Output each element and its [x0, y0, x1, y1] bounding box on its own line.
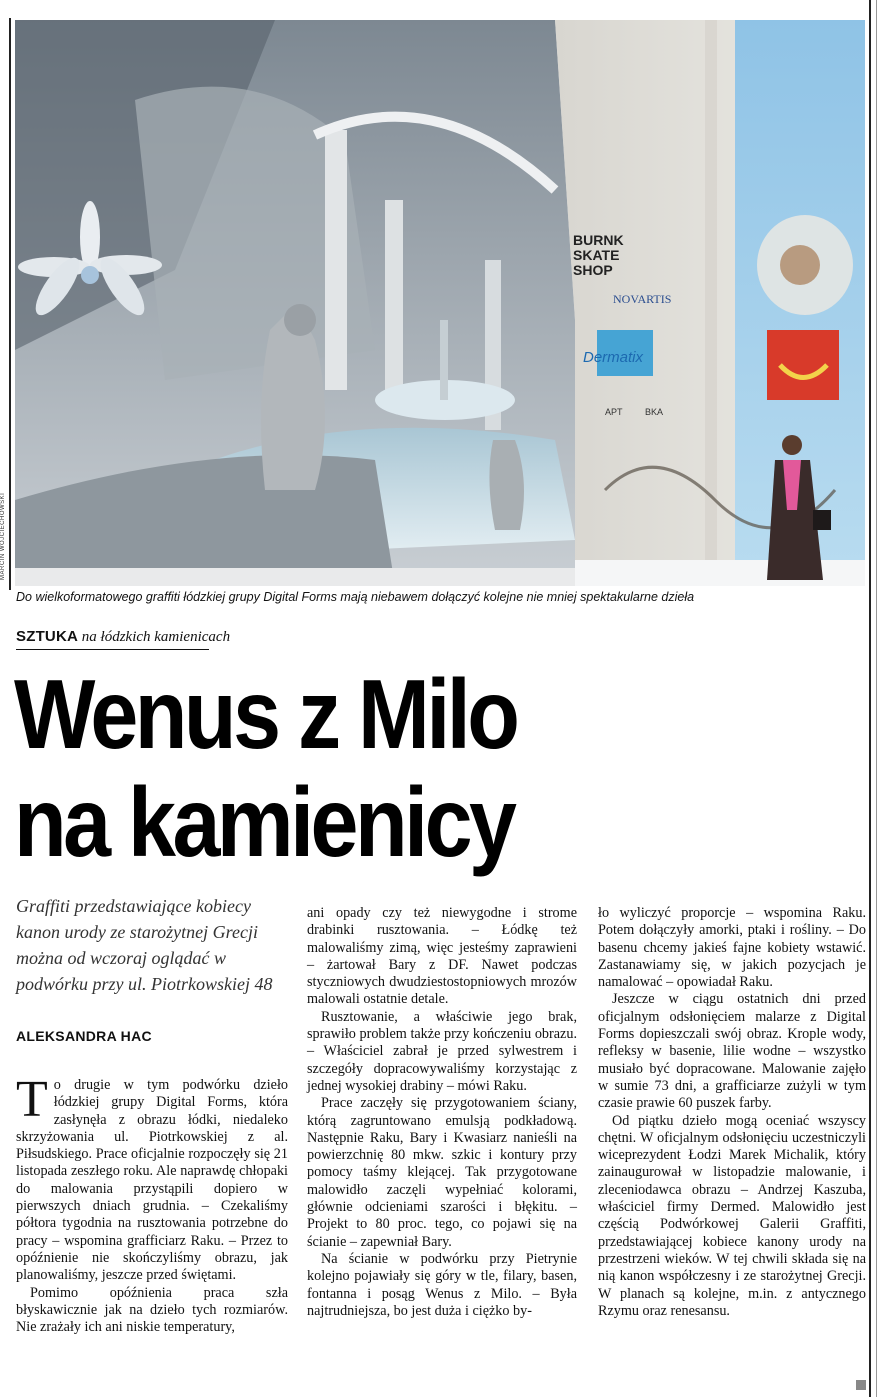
- headline: [14, 660, 516, 876]
- body-paragraph: Rusztowanie, a właściwie jego brak, sprawiło problem także przy kończeniu obrazu. – Właściciel zabrał je przed sylwestrem i szczegóły dopracowywaliśmy korzystając z jednej wysokiej drabiny – mówi Raku.: [307, 1008, 577, 1094]
- mural-illustration: [15, 20, 865, 586]
- dermatix-sign: Dermatix: [583, 349, 644, 366]
- drop-cap: T: [16, 1071, 48, 1128]
- body-paragraph: Pomimo opóźnienia praca szła błyskawicznie jak na dzieło tych rozmiarów. Nie zrażały ich ani niskie temperatury,: [16, 1284, 288, 1336]
- photo-caption: Do wielkoformatowego graffiti łódzkiej grupy Digital Forms mają niebawem dołączyć kolejne nie mniej spektakularne dzieła: [16, 590, 695, 604]
- end-mark-square: [856, 1380, 866, 1390]
- apt-sign: APT: [605, 407, 623, 417]
- kicker-underline: [16, 649, 209, 650]
- body-paragraph: ani opady czy też niewygodne i strome drabinki rusztowania. – Łódkę też malowaliśmy zimą, więc jesteśmy zaprawieni – żartował Bary z DF. Nawet podczas styczniowych dwudziestostopniowych mrozów malowali ostatnie detale.: [307, 905, 577, 1008]
- body-paragraph: Jeszcze w ciągu ostatnich dni przed oficjalnym odsłonięciem malarze z Digital Forms dopieszczali swój obraz. Krople wody, refleksy w basenie, lilie wodne – wszystko musiało być dopracowane. Malowanie zajęło w sumie 73 dni, a grafficiarze zużyli w tym czasie prawie 60 puszek farby.: [598, 991, 866, 1112]
- article-photo: [15, 20, 865, 586]
- article-column-2: [307, 905, 577, 1320]
- body-paragraph: Na ścianie w podwórku przy Pietrynie kolejno pojawiały się góry w tle, filary, basen, fontanna i posąg Wenus z Milo. – Była najtrudniejsza, bo jest duża i ciężko by-: [307, 1250, 577, 1319]
- kicker-topic: na łódzkich kamienicach: [81, 629, 231, 645]
- page-edge: [876, 0, 883, 1397]
- photo-credit: MARCIN WOJCIECHOWSKI: [0, 492, 6, 580]
- body-paragraph: Prace zaczęły się przygotowaniem ściany, którą zagruntowano emulsją podkładową. Następnie Raku, Bary i Kwasiarz nanieśli na powierzchnię 80 mkw. szkic i kontury przy pomocy taśmy klejącej. Tak przygotowane malowidło zaczęli wypełniać kolorami, głównie odcieniami szarości i błękitu. – Projekt to 80 proc. tego, co pojawi się na ścianie – zapewniał Bary.: [307, 1095, 577, 1250]
- lead-paragraph: Graffiti przedstawiające kobiecy kanon urody ze starożytnej Grecji można od wczoraj oglądać w podwórku przy ul. Piotrkowskiej 48: [16, 896, 273, 994]
- novartis-sign: NOVARTIS: [613, 292, 672, 306]
- svg-text:BURNK: BURNK: [573, 232, 624, 248]
- author-byline: ALEKSANDRA HAC: [16, 1028, 152, 1044]
- body-paragraph: ło wyliczyć proporcje – wspomina Raku. Potem dołączyły amorki, ptaki i rośliny. – Do basenu chcemy jakieś fajne kobiety wstawić. Zastanawiamy się, w jakich pozycjach je namalować – opowiadał Raku.: [598, 905, 866, 991]
- body-paragraph: Od piątku dzieło mogą oceniać wszyscy chętni. W oficjalnym odsłonięciu uczestniczyli wiceprezydent Łodzi Marek Michalik, który zainaugurował w listopadzie malowanie, i zleceniodawca obrazu – Andrzej Kaszuba, właściciel firmy Dermed. Malowidło jest częścią Podwórkowej Galerii Graffiti, przedstawiającej kobiece kanony urody na przestrzeni wieków. W tej chwili składa się na nią kanon współczesny i ze starożytnej Grecji. W planach są kolejne, m.in. z antycznego Rzymu oraz renesansu.: [598, 1112, 866, 1319]
- headline-line-1: Wenus z Milo: [14, 659, 517, 769]
- headline-line-2: na kamienicy: [14, 767, 514, 877]
- bka-sign: BKA: [645, 407, 664, 417]
- kicker-section: SZTUKA: [16, 628, 79, 645]
- body-paragraph: To drugie w tym podwórku dzieło łódzkiej grupy Digital Forms, która zasłynęła z obrazu łódki, niedaleko skrzyżowania ul. Piotrkowskiej z al. Piłsudskiego. Prace oficjalnie rozpoczęły się 21 listopada zeszłego roku. Ale naprawdę chłopaki do malowania przystąpili dopiero w pierwszych dniach grudnia. – Czekaliśmy półtora tygodnia na rusztowania potrzebne do pracy – wspomina grafficiarz Raku. – Przez to opóźnienie nie skończyliśmy obrazu, jak planowaliśmy, jeszcze przed świętami.: [16, 1071, 288, 1284]
- coat-of-arms: [767, 330, 839, 400]
- end-mark: [856, 1376, 866, 1394]
- section-kicker: [16, 628, 230, 646]
- right-rule: [869, 0, 871, 1397]
- svg-text:SHOP: SHOP: [573, 262, 613, 278]
- svg-text:SKATE: SKATE: [573, 247, 620, 263]
- article-column-3: [598, 905, 866, 1320]
- article-column-1: [16, 1071, 288, 1336]
